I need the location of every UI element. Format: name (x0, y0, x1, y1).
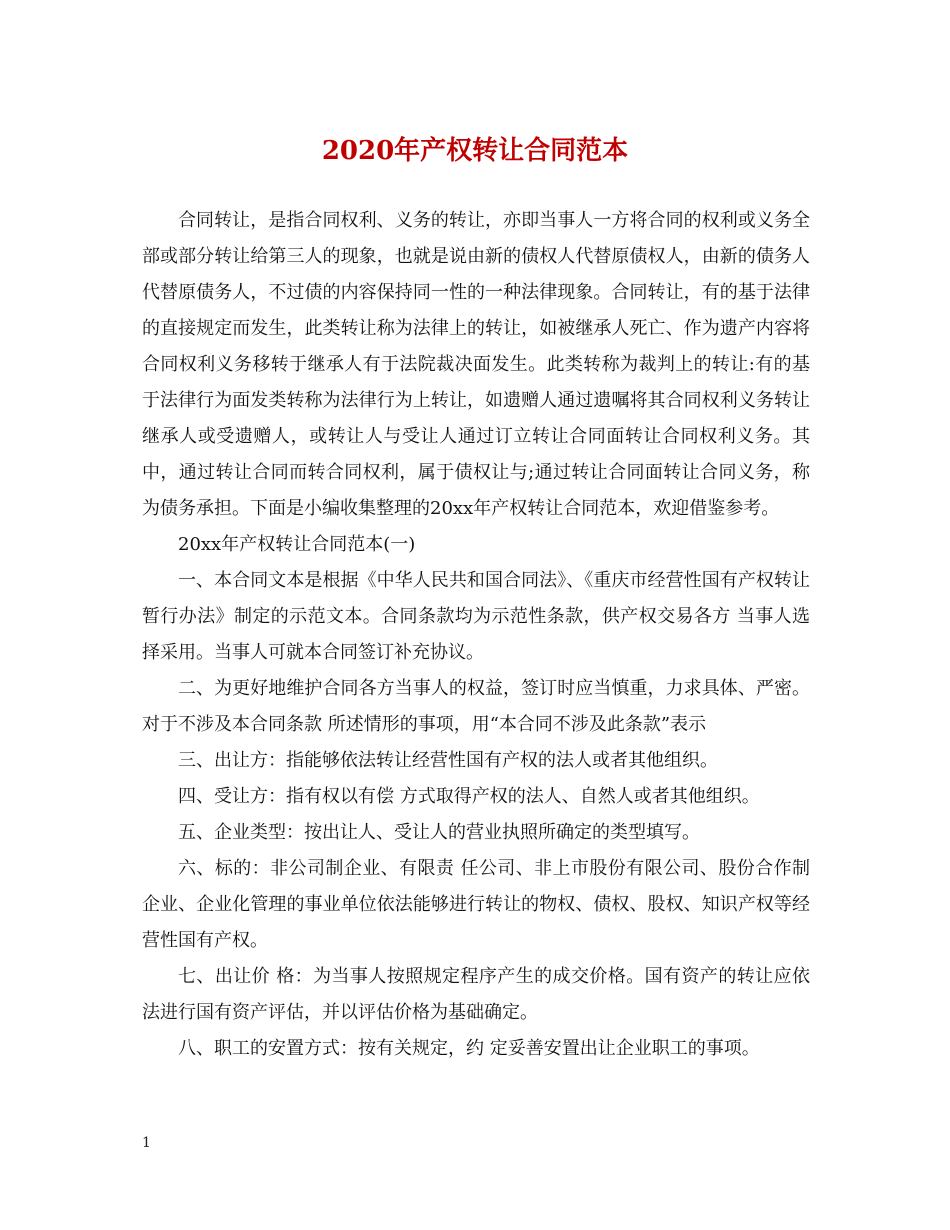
clause-paragraph: 二、为更好地维护合同各方当事人的权益，签订时应当慎重，力求具体、严密。对于不涉及本合同条款 所述情形的事项，用“本合同不涉及此条款”表示 (142, 678, 810, 735)
clause-paragraph: 八、职工的安置方式：按有关规定，约 定妥善安置出让企业职工的事项。 (178, 1038, 760, 1059)
page-number: 1 (142, 1135, 151, 1151)
clause-paragraph: 三、出让方：指能够依法转让经营性国有产权的法人或者其他组织。 (178, 750, 718, 771)
clause-paragraph: 四、受让方：指有权以有偿 方式取得产权的法人、自然人或者其他组织。 (178, 786, 760, 807)
section-heading: 20xx年产权转让合同范本(一) (178, 534, 416, 555)
clause-paragraph: 六、标的：非公司制企业、有限责 任公司、非上市股份有限公司、股份合作制企业、企业化管理的事业单位依法能够进行转让的物权、债权、股权、知识产权等经营性国有产权。 (142, 858, 810, 951)
intro-paragraph: 合同转让，是指合同权利、义务的转让，亦即当事人一方将合同的权利或义务全部或部分转让给第三人的现象，也就是说由新的债权人代替原债权人，由新的债务人代替原债务人，不过债的内容保持同一性的一种法律现象。合同转让，有的基于法律的直接规定而发生，此类转让称为法律上的转让，如被继承人死亡、作为遗产内容将合同权利义务移转于继承人有于法院裁决面发生。此类转称为裁判上的转让:有的基于法律行为面发类转称为法律行为上转让，如遗赠人通过遗嘱将其合同权利义务转让继承人或受遗赠人，或转让人与受让人通过订立转让合同面转让合同权利义务。其中，通过转让合同而转合同权利，属于债权让与;通过转让合同面转让合同义务，称为债务承担。下面是小编收集整理的20xx年产权转让合同范本，欢迎借鉴参考。 (142, 210, 810, 519)
document-title: 2020年产权转让合同范本 (321, 136, 629, 166)
clause-paragraph: 七、出让价 格：为当事人按照规定程序产生的成交价格。国有资产的转让应依法进行国有资产评估，并以评估价格为基础确定。 (142, 966, 810, 1023)
clause-paragraph: 五、企业类型：按出让人、受让人的营业执照所确定的类型填写。 (178, 822, 700, 843)
clause-paragraph: 一、本合同文本是根据《中华人民共和国合同法》、《重庆市经营性国有产权转让暂行办法》制定的示范文本。合同条款均为示范性条款，供产权交易各方 当事人选择采用。当事人可就本合同签订补充协议。 (142, 570, 810, 663)
document-body (142, 203, 810, 1067)
